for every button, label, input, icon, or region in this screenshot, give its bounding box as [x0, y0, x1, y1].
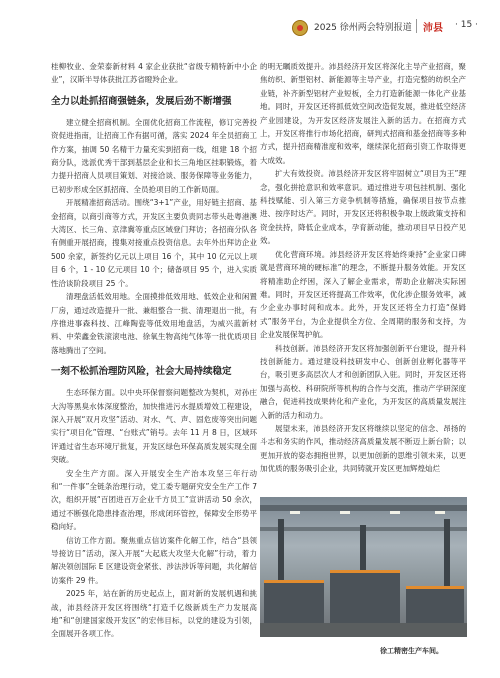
- paragraph: 建立健全招商机制。全面优化招商工作流程，修订完善投资促进指南，让招商工作有据可循，落实 2024 年全员招商工作方案，抽调 50 名精干力量充实到招商一线，组建 18 个招商分队，选派优秀干部到基层企业和长三角地区挂职锻炼，着力提升招商人员项目策划、对接洽谈、服务保障等业务能力，已初步形成全区抓招商、全员抢项目的工作新局面。: [51, 117, 257, 194]
- photo-caption: 徐工精密生产车间。: [380, 647, 443, 655]
- emblem-icon: [292, 20, 308, 36]
- ceiling-light: [290, 511, 300, 514]
- ceiling-light: [435, 511, 445, 514]
- paragraph: 展望未来，沛县经济开发区将继续以坚定的信念、昂扬的斗志和务实的作风，推动经济高质量发展不断迈上新台阶；以更加开放的姿态拥抱世界，以更加创新的思维引领未来，以更加优质的服务吸引企业，共同铸就开发区更加辉煌灿烂: [260, 423, 466, 474]
- header-title: 2025 徐州两会特别报道: [314, 23, 412, 33]
- paragraph: 的明无瞩质效提升。沛县经济开发区将深化主导产业招商，聚焦纺织、新型铝材、新能源等主导产业，打造完整的纺织全产业链，补齐新型铝材产业短板，全力打造新能源一体化产业基地。同时，开发区还将抓低效空间改造促发展，推进低空经济产业园建设，为开发区经济发展注入新的活力。在招商方式上，开发区将推行市场化招商，研判式招商和基金招商等多种方式，提升招商精准度和效率，继续深化招商引资工作取得更大成效。: [260, 62, 466, 165]
- paragraph: 开展精准招商活动。围绕“3+1”产业，用好链主招商、基金招商，以商引商等方式，开发区主要负责同志带头赴粤港澳大湾区、长三角、京津冀等重点区域登门拜访；各招商分队各有侧重开展招商，搜集对接重点投资信息。去年外出拜访企业 500 余家，新签约亿元以上项目 16 个，其中 10 亿元以上项目 6 个，1 - 10 亿元项目 10 个；储备项目 95 个，进入实质性洽谈阶段项目 25 个。: [51, 198, 257, 288]
- ceiling-light: [340, 511, 350, 514]
- left-column: [51, 60, 257, 641]
- paragraph: 优化营商环境。沛县经济开发区将始终秉持“企业家口碑就是营商环境的硬标准”的理念，不断提升服务效能。开发区将精准助企纾困，深入了解企业需求，帮助企业解决实际困难。同时，开发区还将提高工作效率，优化涉企服务效率，减少企业办事时间和成本。此外，开发区还将全力打造“保姆式”服务平台，为企业提供全方位、全周期的服务和支持，为企业发展保驾护航。: [260, 249, 466, 340]
- page-header: [0, 0, 500, 52]
- section-name: 沛县: [423, 23, 443, 34]
- paragraph: 扩大有效投资。沛县经济开发区将牢固树立“项目为王”理念，强化拼抢意识和效率意识。通过推进专项包挂机制、强化科技赋能、引入第三方竞争机制等措施，确保项目按节点推进、按序时达产。同时，开发区还将积极争取上级政策支持和资金扶持，降低企业成本，孕育新动能，推动项目早日投产见效。: [260, 169, 466, 246]
- right-column: [260, 60, 466, 476]
- section-heading: 全力以赴抓招商强链条，发展后劲不断增强: [51, 95, 232, 107]
- machine: [264, 580, 324, 629]
- paragraph: 2025 年，站在新的历史起点上，面对新的发展机遇和挑战，沛县经济开发区将围绕“打造千亿级新质生产力发展高地”和“创建国家级开发区”的宏伟目标，以党的建设为引领，全面展开各项工作。: [51, 589, 257, 639]
- paragraph: 桂柳牧业、金荣泰新材料 4 家企业获批“省级专精特新中小企业”，汉斯半导体获批江苏省瞪羚企业。: [51, 62, 257, 85]
- factory-photo: [260, 497, 467, 637]
- paragraph: 科技创新。沛县经济开发区将加强创新平台建设，提升科技创新能力。通过建设科技研发中心、创新创业孵化器等平台，吸引更多高层次人才和创新团队入驻。同时，开发区还将加强与高校、科研院所等机构的合作与交流，推动产学研深度融合，促进科技成果转化和产业化，为开发区的高质量发展注入新的活力和动力。: [260, 343, 466, 420]
- paragraph: 清理盘活低效用地。全面摸排低效用地、低效企业和闲置厂房，通过改造提升一批、兼组整合一批、清理退出一批，有序推进事森科技、江峰陶瓷等低效用地盘活，为威兴蓝新材料、中荣鑫金铁滚滚电池、徐氧生物高纯气体等一批优质项目落地腾出了空间。: [51, 292, 257, 355]
- paragraph: 安全生产方面。深入开展安全生产治本攻坚三年行动和“一件事”全链条治理行动，党工委专题研究安全生产工作 7 次，组织开展“百团进百万企业千方员工”宣讲活动 50 余次，通过不断强化隐患排查治理，形成闭环管控，保障安全形势平稳向好。: [51, 468, 257, 532]
- ceiling-light: [390, 511, 400, 514]
- machine: [330, 570, 400, 629]
- page-number: · 15 ·: [455, 20, 478, 30]
- floor: [260, 623, 467, 637]
- section-heading: 一刻不松抓治理防风险，社会大局持续稳定: [51, 366, 232, 378]
- header-divider: [416, 19, 417, 33]
- paragraph: 生态环保方面。以中央环保督察问题整改为契机，对孙庄大沟等黑臭水体深度整治，加快推进污水提质增效工程建设，深入开展“双月攻坚”活动、对水、气、声、固危废等突出问题实行“项目化”管理、“台账式”销号。去年 11 月 8 日，区域环评通过省生态环境厅批复，开发区绿色环保高质发展实现全面突破。: [51, 388, 257, 465]
- paragraph: 信访工作方面。聚焦重点信访案件化解工作，结合“县领导接访日”活动，深入开展“大起底大攻坚大化解”行动，着力解决领创国际 E 区建设资金紧张、涉法涉诉等问题，共化解信访案件 29 件。: [51, 535, 257, 585]
